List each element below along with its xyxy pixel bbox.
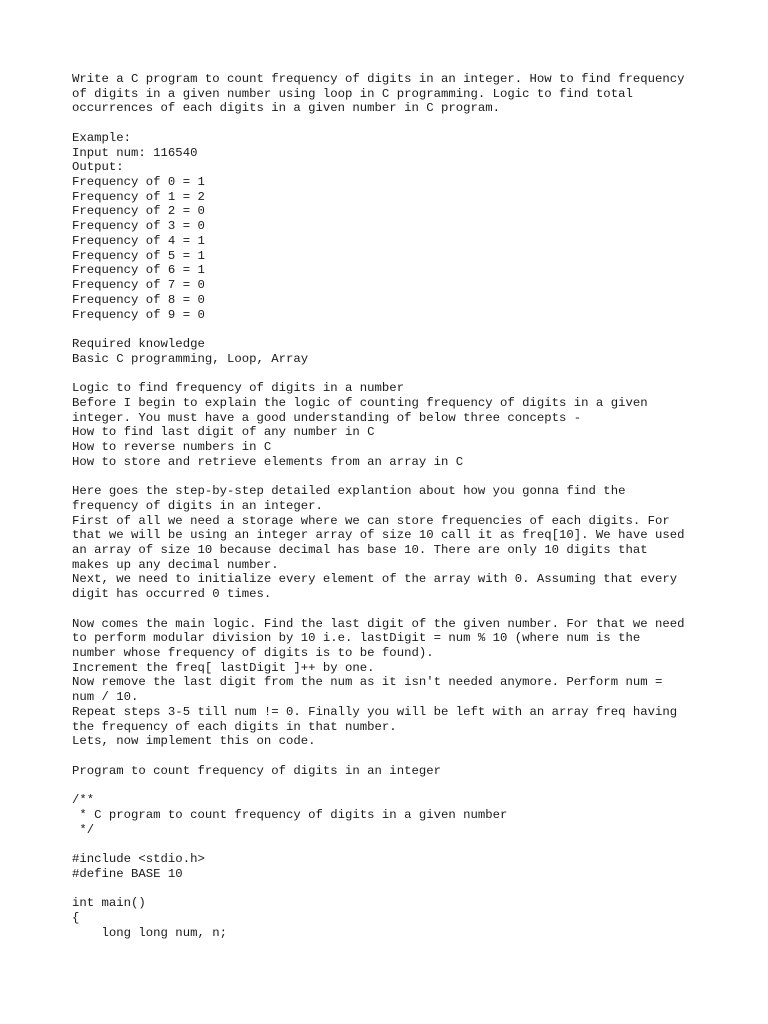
text-line: How to find last digit of any number in C bbox=[72, 425, 375, 440]
text-line: First of all we need a storage where we can store frequencies of each digits. For bbox=[72, 513, 670, 528]
text-line: Increment the freq[ lastDigit ]++ by one. bbox=[72, 660, 375, 675]
blank-line bbox=[72, 882, 752, 897]
text-line: number whose frequency of digits is to be found). bbox=[72, 646, 434, 661]
text-line: Before I begin to explain the logic of counting frequency of digits in a given bbox=[72, 395, 648, 410]
text-line: Now remove the last digit from the num as it isn't needed anymore. Perform num = bbox=[72, 675, 663, 690]
blank-line bbox=[72, 366, 752, 381]
text-line: Frequency of 0 = 1 bbox=[72, 175, 205, 190]
text-line: Example: bbox=[72, 130, 132, 145]
text-line: Basic C programming, Loop, Array bbox=[72, 351, 309, 366]
text-line: occurrences of each digits in a given number in C program. bbox=[72, 101, 501, 116]
text-line: long long num, n; bbox=[72, 925, 227, 940]
blank-line bbox=[72, 116, 752, 131]
blank-line bbox=[72, 602, 752, 617]
text-line: Frequency of 4 = 1 bbox=[72, 233, 205, 248]
blank-line bbox=[72, 779, 752, 794]
text-line: Program to count frequency of digits in an integer bbox=[72, 763, 441, 778]
text-line: Frequency of 9 = 0 bbox=[72, 307, 205, 322]
text-line: /** bbox=[72, 793, 95, 808]
text-line: int main() bbox=[72, 896, 146, 911]
text-line: integer. You must have a good understanding of below three concepts - bbox=[72, 410, 582, 425]
text-line: Frequency of 6 = 1 bbox=[72, 263, 205, 278]
text-line: How to reverse numbers in C bbox=[72, 439, 272, 454]
text-line: of digits in a given number using loop in C programming. Logic to find total bbox=[72, 86, 633, 101]
text-line: an array of size 10 because decimal has base 10. There are only 10 digits that bbox=[72, 543, 648, 557]
text-line: Write a C program to count frequency of digits in an integer. How to find frequency bbox=[72, 72, 685, 86]
text-line: Lets, now implement this on code. bbox=[72, 734, 316, 749]
text-line: the frequency of each digits in that number. bbox=[72, 719, 397, 734]
text-line: Now comes the main logic. Find the last digit of the given number. For that we need bbox=[72, 616, 685, 631]
text-line: Frequency of 8 = 0 bbox=[72, 292, 205, 307]
text-line: Repeat steps 3-5 till num != 0. Finally you will be left with an array freq having bbox=[72, 704, 678, 719]
text-line: Input num: 116540 bbox=[72, 145, 198, 160]
text-line: { bbox=[72, 910, 80, 925]
text-line: Logic to find frequency of digits in a number bbox=[72, 381, 405, 396]
text-line: Next, we need to initialize every element of the array with 0. Assuming that every bbox=[72, 572, 678, 587]
text-line: Frequency of 5 = 1 bbox=[72, 248, 205, 263]
text-line: to perform modular division by 10 i.e. lastDigit = num % 10 (where num is the bbox=[72, 631, 641, 646]
text-line: that we will be using an integer array of size 10 call it as freq[10]. We have used bbox=[72, 528, 685, 543]
text-line: #include <stdio.h> bbox=[72, 852, 205, 867]
text-line: Required knowledge bbox=[72, 336, 205, 351]
blank-line bbox=[72, 749, 752, 764]
text-line: digit has occurred 0 times. bbox=[72, 587, 272, 602]
text-line: How to store and retrieve elements from an array in C bbox=[72, 454, 464, 469]
text-line: */ bbox=[72, 822, 95, 837]
text-line: * C program to count frequency of digits in a given number bbox=[72, 807, 508, 822]
text-line: num / 10. bbox=[72, 690, 139, 705]
text-line: makes up any decimal number. bbox=[72, 557, 279, 572]
blank-line bbox=[72, 322, 752, 337]
text-line: Frequency of 7 = 0 bbox=[72, 278, 205, 293]
text-line: Output: bbox=[72, 160, 124, 175]
blank-line bbox=[72, 469, 752, 484]
text-line: frequency of digits in an integer. bbox=[72, 498, 323, 513]
blank-line bbox=[72, 837, 752, 852]
text-line: Frequency of 2 = 0 bbox=[72, 204, 205, 219]
text-line: Here goes the step-by-step detailed explantion about how you gonna find the bbox=[72, 484, 626, 499]
text-line: #define BASE 10 bbox=[72, 866, 183, 881]
text-line: Frequency of 3 = 0 bbox=[72, 219, 205, 234]
document-page bbox=[72, 72, 752, 940]
text-line: Frequency of 1 = 2 bbox=[72, 189, 205, 204]
